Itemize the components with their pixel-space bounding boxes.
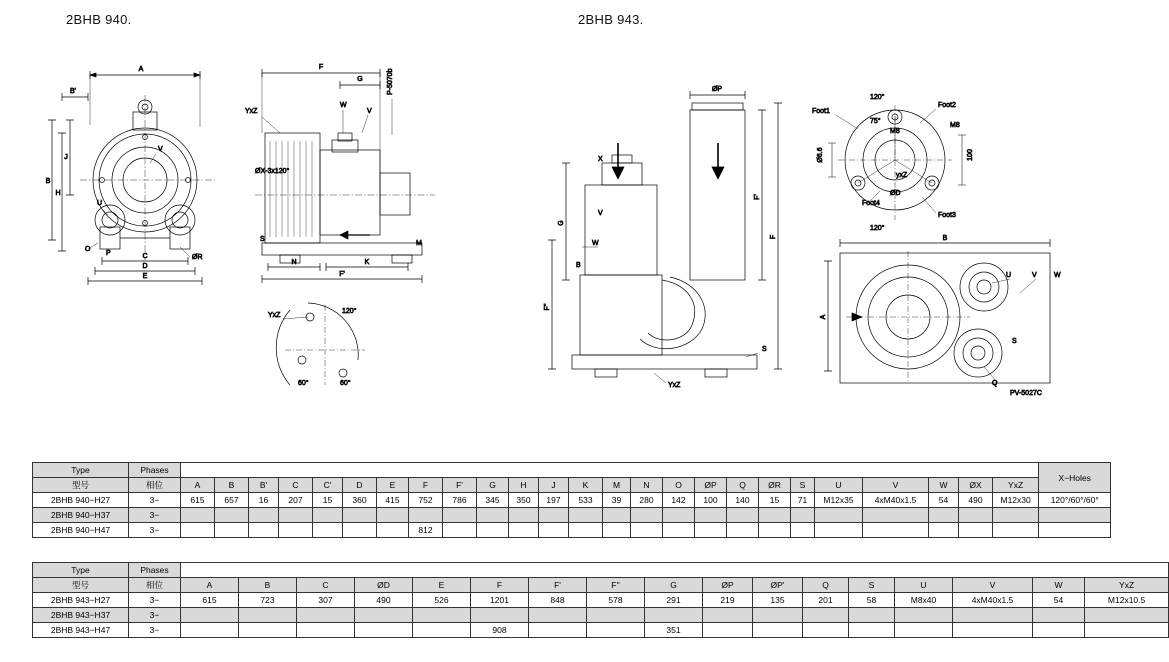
cell-value bbox=[297, 623, 355, 638]
cell-x-holes bbox=[1039, 523, 1111, 538]
cell-x-holes bbox=[1039, 508, 1111, 523]
cell-value bbox=[1085, 608, 1169, 623]
cell-value: 615 bbox=[181, 493, 215, 508]
cell-value: 4xM40x1.5 bbox=[953, 593, 1033, 608]
header-spacer bbox=[181, 463, 1039, 478]
col-C-prime: C' bbox=[313, 478, 343, 493]
table-row[interactable] bbox=[33, 508, 1111, 523]
svg-text:Q: Q bbox=[992, 380, 998, 387]
header-type: Type bbox=[33, 463, 129, 478]
svg-text:U: U bbox=[97, 200, 103, 207]
cell-phases: 3− bbox=[129, 523, 181, 538]
cell-value: M8x40 bbox=[895, 593, 953, 608]
cell-value: 578 bbox=[587, 593, 645, 608]
cell-value bbox=[863, 508, 929, 523]
svg-text:F': F' bbox=[754, 194, 761, 200]
svg-text:V: V bbox=[367, 108, 372, 115]
cell-value bbox=[297, 608, 355, 623]
col2-B: B bbox=[239, 578, 297, 593]
table-row[interactable] bbox=[33, 493, 1111, 508]
svg-text:F: F bbox=[318, 64, 324, 71]
svg-text:C: C bbox=[142, 253, 148, 260]
cell-value: 848 bbox=[529, 593, 587, 608]
col2-G: G bbox=[645, 578, 703, 593]
cell-value bbox=[753, 608, 803, 623]
cell-value bbox=[529, 623, 587, 638]
cell-value bbox=[181, 623, 239, 638]
cell-value: M12x30 bbox=[993, 493, 1039, 508]
cell-value bbox=[759, 508, 791, 523]
col-A: A bbox=[181, 478, 215, 493]
col-YxZ: YxZ bbox=[993, 478, 1039, 493]
cell-value bbox=[663, 523, 695, 538]
cell-value bbox=[477, 523, 509, 538]
col2-C: C bbox=[297, 578, 355, 593]
cell-value: 201 bbox=[803, 593, 849, 608]
cell-value bbox=[753, 623, 803, 638]
cell-value bbox=[993, 523, 1039, 538]
cell-value bbox=[355, 623, 413, 638]
cell-value bbox=[471, 608, 529, 623]
col-O: O bbox=[663, 478, 695, 493]
header-phases-cn: 相位 bbox=[129, 478, 181, 493]
cell-value bbox=[477, 508, 509, 523]
svg-text:B': B' bbox=[69, 88, 77, 95]
cell-value bbox=[703, 623, 753, 638]
header2-type-cn: 型号 bbox=[33, 578, 129, 593]
plan-view-943 bbox=[820, 235, 1061, 397]
cell-value: 140 bbox=[727, 493, 759, 508]
cell-value bbox=[239, 608, 297, 623]
cell-value bbox=[959, 523, 993, 538]
cell-value: 15 bbox=[759, 493, 791, 508]
cell-phases: 3− bbox=[129, 493, 181, 508]
table-row[interactable] bbox=[33, 523, 1111, 538]
svg-text:X: X bbox=[598, 156, 603, 163]
foot-bolt-circle-943 bbox=[812, 93, 974, 232]
cell-value bbox=[443, 523, 477, 538]
cell-value: 219 bbox=[703, 593, 753, 608]
cell-value bbox=[791, 523, 815, 538]
col-H: H bbox=[509, 478, 539, 493]
col2-A: A bbox=[181, 578, 239, 593]
cell-value bbox=[803, 623, 849, 638]
col2-P: ØP bbox=[703, 578, 753, 593]
svg-text:M8: M8 bbox=[890, 128, 900, 135]
cell-value: 490 bbox=[355, 593, 413, 608]
header-phases: Phases bbox=[129, 463, 181, 478]
svg-text:ØR: ØR bbox=[192, 254, 203, 261]
cell-value: 100 bbox=[695, 493, 727, 508]
table2-header-row-2 bbox=[33, 578, 1169, 593]
drawing-title-right: 2BHB 943. bbox=[578, 12, 644, 27]
svg-text:P: P bbox=[106, 250, 111, 257]
header-x-holes: X−Holes bbox=[1039, 463, 1111, 493]
col-U: U bbox=[815, 478, 863, 493]
svg-text:Foot2: Foot2 bbox=[938, 102, 956, 109]
col2-Q: Q bbox=[803, 578, 849, 593]
cell-value: 291 bbox=[645, 593, 703, 608]
cell-value bbox=[249, 508, 279, 523]
cell-value bbox=[413, 623, 471, 638]
col-K: K bbox=[569, 478, 603, 493]
header2-type: Type bbox=[33, 563, 129, 578]
cell-value: 723 bbox=[239, 593, 297, 608]
cell-value: 350 bbox=[509, 493, 539, 508]
svg-text:V: V bbox=[158, 146, 163, 153]
cell-value bbox=[377, 523, 409, 538]
col2-S: S bbox=[849, 578, 895, 593]
svg-text:Foot4: Foot4 bbox=[862, 200, 880, 207]
svg-text:E: E bbox=[142, 273, 148, 280]
cell-value bbox=[443, 508, 477, 523]
cell-value bbox=[863, 523, 929, 538]
cell-value: 280 bbox=[631, 493, 663, 508]
specification-table-943 bbox=[32, 562, 1169, 638]
cell-value bbox=[803, 608, 849, 623]
cell-value bbox=[343, 508, 377, 523]
specification-table-940 bbox=[32, 462, 1111, 538]
cell-type: 2BHB 940−H27 bbox=[33, 493, 129, 508]
cell-value bbox=[1085, 623, 1169, 638]
table-header-row-2 bbox=[33, 478, 1111, 493]
cell-value: 4xM40x1.5 bbox=[863, 493, 929, 508]
cell-value: 345 bbox=[477, 493, 509, 508]
cell-value bbox=[215, 508, 249, 523]
col2-YxZ: YxZ bbox=[1085, 578, 1169, 593]
bolt-pattern-detail-940 bbox=[268, 303, 365, 387]
cell-value bbox=[239, 623, 297, 638]
cell-value bbox=[355, 608, 413, 623]
cell-value bbox=[727, 508, 759, 523]
header-type-cn: 型号 bbox=[33, 478, 129, 493]
svg-text:ØD: ØD bbox=[890, 190, 901, 197]
cell-value bbox=[313, 523, 343, 538]
cell-value: 351 bbox=[645, 623, 703, 638]
col-D: D bbox=[343, 478, 377, 493]
cell-value bbox=[509, 508, 539, 523]
cell-value bbox=[539, 508, 569, 523]
svg-text:F': F' bbox=[339, 271, 345, 278]
cell-value bbox=[603, 523, 631, 538]
col-M: M bbox=[603, 478, 631, 493]
col-B-prime: B' bbox=[249, 478, 279, 493]
svg-text:YxZ: YxZ bbox=[245, 108, 258, 115]
cell-value: 415 bbox=[377, 493, 409, 508]
cell-value bbox=[181, 608, 239, 623]
cell-value bbox=[1033, 608, 1085, 623]
svg-text:S: S bbox=[260, 236, 265, 243]
cell-value bbox=[953, 623, 1033, 638]
header2-phases: Phases bbox=[129, 563, 181, 578]
svg-text:PV-5027C: PV-5027C bbox=[1010, 390, 1042, 397]
col2-V: V bbox=[953, 578, 1033, 593]
svg-text:H: H bbox=[55, 190, 61, 197]
svg-text:Ø6.6: Ø6.6 bbox=[817, 147, 824, 163]
cell-value bbox=[895, 608, 953, 623]
cell-value: 142 bbox=[663, 493, 695, 508]
col-J: J bbox=[539, 478, 569, 493]
cell-value bbox=[529, 608, 587, 623]
cell-value bbox=[703, 608, 753, 623]
svg-text:F'': F'' bbox=[544, 303, 551, 311]
svg-text:D: D bbox=[142, 263, 148, 270]
cell-value bbox=[509, 523, 539, 538]
cell-value bbox=[603, 508, 631, 523]
front-view-940 bbox=[46, 66, 215, 285]
cell-value bbox=[849, 623, 895, 638]
svg-text:60°: 60° bbox=[298, 380, 309, 387]
svg-text:W: W bbox=[340, 102, 347, 109]
cell-value: 490 bbox=[959, 493, 993, 508]
col-V: V bbox=[863, 478, 929, 493]
col2-F-dprime: F'' bbox=[587, 578, 645, 593]
svg-text:N: N bbox=[291, 259, 297, 266]
cell-x-holes: 120°/60°/60° bbox=[1039, 493, 1111, 508]
cell-value bbox=[413, 608, 471, 623]
col-S: S bbox=[791, 478, 815, 493]
cell-value bbox=[279, 508, 313, 523]
cell-value bbox=[849, 608, 895, 623]
technical-drawing-2bhb-943 bbox=[540, 55, 1080, 395]
cell-value bbox=[815, 523, 863, 538]
cell-value bbox=[645, 608, 703, 623]
cell-value: 526 bbox=[413, 593, 471, 608]
cell-value: 1201 bbox=[471, 593, 529, 608]
cell-value bbox=[791, 508, 815, 523]
svg-text:M: M bbox=[416, 240, 422, 247]
cell-value bbox=[313, 508, 343, 523]
cell-value: 54 bbox=[929, 493, 959, 508]
cell-value bbox=[343, 523, 377, 538]
cell-value: 16 bbox=[249, 493, 279, 508]
cell-value: 197 bbox=[539, 493, 569, 508]
cell-value: 615 bbox=[181, 593, 239, 608]
svg-text:yxZ: yxZ bbox=[896, 172, 908, 179]
cell-type: 2BHB 940−H37 bbox=[33, 508, 129, 523]
svg-text:B: B bbox=[942, 235, 948, 242]
svg-text:S: S bbox=[1012, 338, 1017, 345]
cell-value bbox=[929, 523, 959, 538]
cell-value: 812 bbox=[409, 523, 443, 538]
svg-text:V: V bbox=[1032, 272, 1037, 279]
cell-value bbox=[727, 523, 759, 538]
svg-text:Foot3: Foot3 bbox=[938, 212, 956, 219]
cell-phases: 3− bbox=[129, 593, 181, 608]
cell-value: 307 bbox=[297, 593, 355, 608]
cell-value: 15 bbox=[313, 493, 343, 508]
col-F-prime: F' bbox=[443, 478, 477, 493]
col-W: W bbox=[929, 478, 959, 493]
svg-text:P-5070b: P-5070b bbox=[387, 68, 394, 95]
cell-type: 2BHB 943−H47 bbox=[33, 623, 129, 638]
assembly-elevation-943 bbox=[544, 86, 782, 389]
cell-value bbox=[215, 523, 249, 538]
svg-text:F: F bbox=[770, 234, 777, 240]
cell-value bbox=[993, 508, 1039, 523]
svg-text:B: B bbox=[45, 178, 51, 185]
table-row[interactable] bbox=[33, 623, 1169, 638]
cell-value bbox=[249, 523, 279, 538]
col2-D: ØD bbox=[355, 578, 413, 593]
cell-value bbox=[377, 508, 409, 523]
svg-text:60°: 60° bbox=[340, 380, 351, 387]
cell-value bbox=[695, 523, 727, 538]
cell-value bbox=[587, 623, 645, 638]
svg-text:J: J bbox=[64, 154, 68, 161]
table-header-row bbox=[33, 463, 1111, 478]
svg-text:A: A bbox=[138, 66, 144, 73]
col2-P-prime: ØP' bbox=[753, 578, 803, 593]
svg-text:M8: M8 bbox=[950, 122, 960, 129]
cell-value bbox=[279, 523, 313, 538]
table2-header-row bbox=[33, 563, 1169, 578]
cell-type: 2BHB 943−H27 bbox=[33, 593, 129, 608]
col2-E: E bbox=[413, 578, 471, 593]
cell-value: 58 bbox=[849, 593, 895, 608]
cell-value bbox=[409, 508, 443, 523]
table-row[interactable] bbox=[33, 608, 1169, 623]
svg-text:W: W bbox=[592, 240, 599, 247]
svg-text:Foot1: Foot1 bbox=[812, 108, 830, 115]
svg-text:U: U bbox=[1006, 272, 1012, 279]
col-Q: Q bbox=[727, 478, 759, 493]
col-X: ØX bbox=[959, 478, 993, 493]
col-G: G bbox=[477, 478, 509, 493]
cell-value: M12x10.5 bbox=[1085, 593, 1169, 608]
svg-text:W: W bbox=[1054, 272, 1061, 279]
col-R: ØR bbox=[759, 478, 791, 493]
svg-text:S: S bbox=[762, 346, 767, 353]
cell-value bbox=[953, 608, 1033, 623]
cell-value bbox=[1033, 623, 1085, 638]
cell-value: 71 bbox=[791, 493, 815, 508]
col-C: C bbox=[279, 478, 313, 493]
cell-phases: 3− bbox=[129, 608, 181, 623]
cell-value: 39 bbox=[603, 493, 631, 508]
svg-text:O: O bbox=[85, 246, 91, 253]
specification-table-943-wrapper bbox=[32, 562, 1169, 638]
svg-text:K: K bbox=[364, 259, 370, 266]
cell-value: 54 bbox=[1033, 593, 1085, 608]
specification-table-940-wrapper bbox=[32, 462, 1111, 538]
cell-value: 533 bbox=[569, 493, 603, 508]
col2-F-prime: F' bbox=[529, 578, 587, 593]
col2-F: F bbox=[471, 578, 529, 593]
cell-value bbox=[587, 608, 645, 623]
svg-text:120°: 120° bbox=[870, 94, 885, 101]
col-B: B bbox=[215, 478, 249, 493]
cell-value bbox=[631, 523, 663, 538]
cell-value bbox=[181, 523, 215, 538]
cell-value: 360 bbox=[343, 493, 377, 508]
svg-text:120°: 120° bbox=[870, 225, 885, 232]
cell-value bbox=[759, 523, 791, 538]
technical-drawing-2bhb-940 bbox=[40, 55, 480, 395]
cell-type: 2BHB 943−H37 bbox=[33, 608, 129, 623]
table-row[interactable] bbox=[33, 593, 1169, 608]
cell-value bbox=[695, 508, 727, 523]
cell-value: 135 bbox=[753, 593, 803, 608]
svg-text:YxZ: YxZ bbox=[668, 382, 681, 389]
svg-text:YxZ: YxZ bbox=[268, 312, 281, 319]
cell-value: 908 bbox=[471, 623, 529, 638]
svg-text:75°: 75° bbox=[870, 118, 881, 125]
svg-text:A: A bbox=[820, 314, 827, 320]
side-view-940 bbox=[245, 64, 435, 283]
drawing-title-left: 2BHB 940. bbox=[66, 12, 132, 27]
cell-value bbox=[569, 523, 603, 538]
header2-spacer bbox=[181, 563, 1169, 578]
cell-value bbox=[631, 508, 663, 523]
col-P: ØP bbox=[695, 478, 727, 493]
cell-value: 752 bbox=[409, 493, 443, 508]
svg-text:G: G bbox=[357, 76, 363, 83]
cell-phases: 3− bbox=[129, 623, 181, 638]
cell-value: 657 bbox=[215, 493, 249, 508]
col2-W: W bbox=[1033, 578, 1085, 593]
cell-value bbox=[959, 508, 993, 523]
svg-text:ØX-3x120°: ØX-3x120° bbox=[255, 168, 290, 175]
cell-value bbox=[569, 508, 603, 523]
cell-value bbox=[895, 623, 953, 638]
col2-U: U bbox=[895, 578, 953, 593]
svg-text:100: 100 bbox=[967, 149, 974, 161]
col-E: E bbox=[377, 478, 409, 493]
cell-type: 2BHB 940−H47 bbox=[33, 523, 129, 538]
cell-value: 207 bbox=[279, 493, 313, 508]
svg-text:B: B bbox=[576, 262, 581, 269]
cell-value bbox=[663, 508, 695, 523]
col-F: F bbox=[409, 478, 443, 493]
cell-value: M12x35 bbox=[815, 493, 863, 508]
cell-value: 786 bbox=[443, 493, 477, 508]
cell-value bbox=[929, 508, 959, 523]
header2-phases-cn: 相位 bbox=[129, 578, 181, 593]
cell-value bbox=[539, 523, 569, 538]
svg-text:ØP: ØP bbox=[711, 86, 723, 93]
cell-value bbox=[815, 508, 863, 523]
svg-text:V: V bbox=[598, 210, 603, 217]
cell-value bbox=[181, 508, 215, 523]
svg-text:120°: 120° bbox=[342, 308, 357, 315]
col-N: N bbox=[631, 478, 663, 493]
cell-phases: 3− bbox=[129, 508, 181, 523]
svg-text:G: G bbox=[558, 220, 565, 226]
